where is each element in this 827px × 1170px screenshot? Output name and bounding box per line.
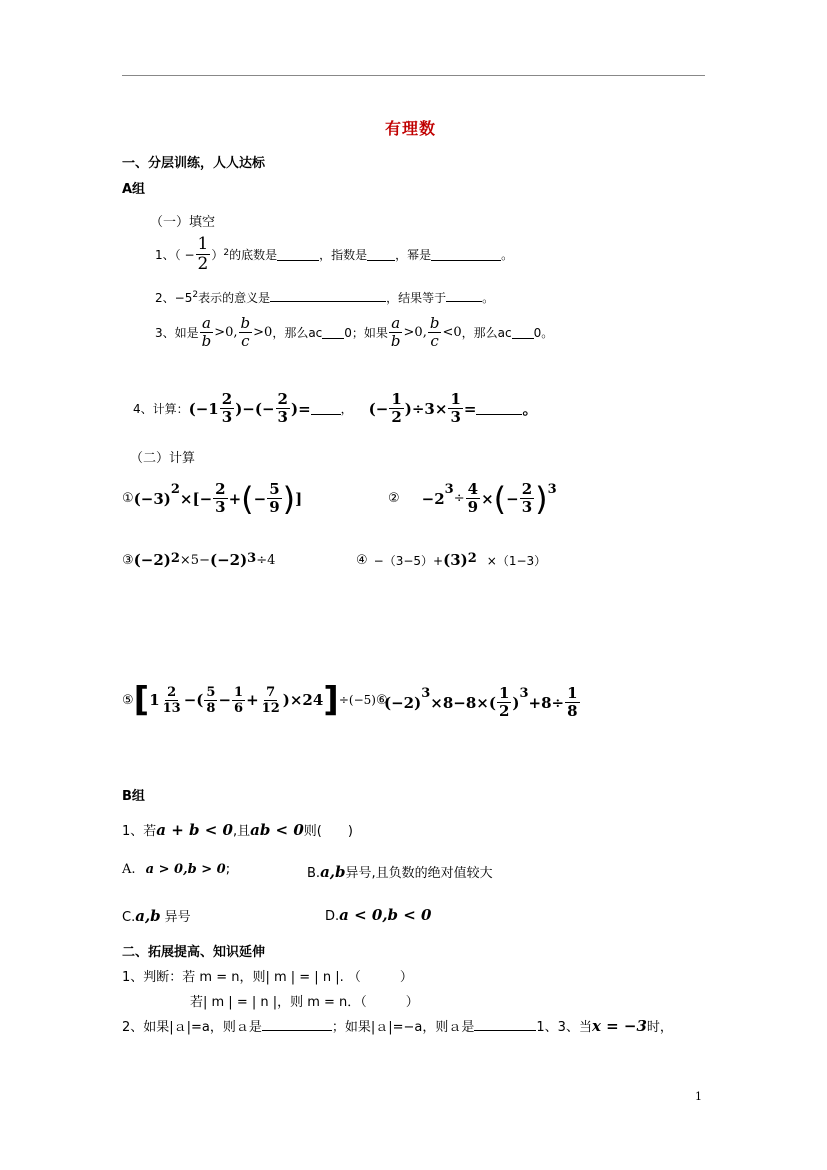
fill-q4: 4、计算： (−1 $\frac{2}{3}$ )−(− $\frac{2}{3}$ )= ， (− $\frac{1}{2}$ )÷3× $\frac{1}{3}$ = 。 xyxy=(133,390,538,426)
group-a-label: A组 xyxy=(122,182,146,197)
fill-label: （一）填空 xyxy=(150,215,216,230)
header-rule xyxy=(122,75,705,76)
b-option-d: D.a < 0,b < 0 xyxy=(325,906,432,924)
fill-q3: 3、如是 $\frac{a}{b}$ >0, $\frac{b}{c}$ >0 ，那么ac 0；如果 $\frac{a}{b}$ >0, $\frac{b}{c}$ <0 ，那么ac 0。 xyxy=(155,314,554,350)
section1-heading: 一、分层训练，人人达标 xyxy=(122,156,266,171)
calc-e1: ① (−3) $^2$ ×[− $\frac{2}{3}$ + ( − $\frac{5}{9}$ ) ] xyxy=(122,479,303,518)
judge-1: 1、判断：若 m = n，则| m | = | n |. （ ） xyxy=(122,970,413,985)
group-b-label: B组 xyxy=(122,789,145,804)
fill-q2: 2、$-5^2$表示的意义是 ，结果等于 。 xyxy=(155,290,495,305)
judge-2: 若| m | = | n |，则 m = n．（ ） xyxy=(190,995,419,1010)
b-option-b: B.a,b异号,且负数的绝对值较大 xyxy=(307,863,493,881)
b-option-a: A. a > 0,b > 0; xyxy=(122,862,231,877)
page-title: 有理数 xyxy=(385,119,437,138)
calc-e3: ③ (−2) 2 ×5− (−2) 3 ÷4 xyxy=(122,551,276,569)
fill-q1: 1、（ − $\frac{1}{2}$ ） 2 的底数是 ，指数是 ，幂是 。 xyxy=(155,234,514,274)
page-number: 1 xyxy=(695,1090,702,1103)
calc-label: （二）计算 xyxy=(130,451,196,466)
s2-q2: 2、如果|ａ|=a，则ａ是 ；如果|ａ|=−a，则ａ是 1、3、当x = −3时， xyxy=(122,1017,673,1035)
calc-e6: (−2) $^3$ ×8−8×( $\frac{1}{2}$ ) $^3$ +8÷ $\frac{1}{8}$ xyxy=(384,684,578,720)
b-option-c: C.a,b 异号 xyxy=(122,907,191,925)
calc-e5: ⑤ [ 1 $\frac{2}{13}$ −( $\frac{5}{8}$ − $\frac{1}{6}$ + $\frac{7}{12}$ )×24 ] ÷(−5) ⑥ xyxy=(122,680,388,720)
calc-e4: ④ −（3−5）+ (3) 2 ×（1−3） xyxy=(356,551,547,569)
calc-e2: ② −2 $^3$ ÷ $\frac{4}{9}$ × ( − $\frac{2}{3}$ ) $^3$ xyxy=(388,479,557,518)
b-q1: 1、若a + b < 0,且ab < 0则( ) xyxy=(122,821,353,839)
section2-heading: 二、拓展提高、知识延伸 xyxy=(122,945,266,960)
